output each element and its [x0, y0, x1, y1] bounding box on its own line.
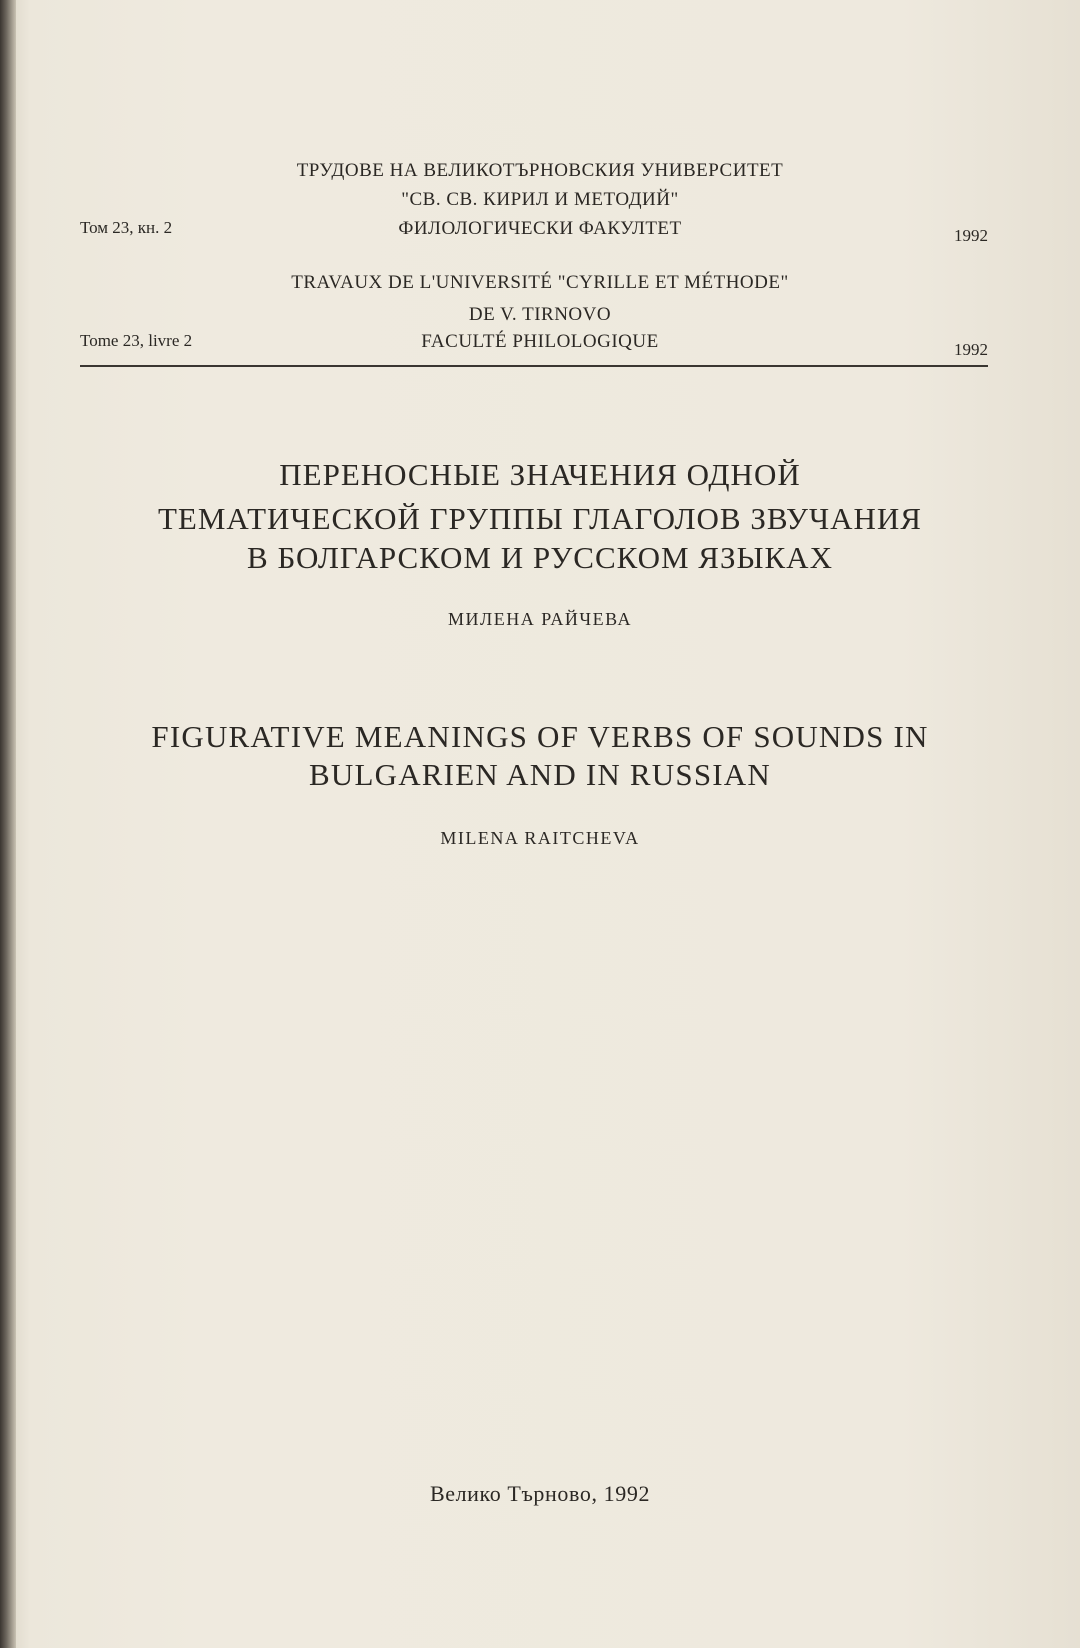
header-bg-year: 1992	[954, 226, 988, 245]
header-divider	[80, 365, 988, 367]
header-fr-university-line1: TRAVAUX DE L'UNIVERSITÉ "CYRILLE ET MÉTHODE"	[291, 272, 789, 293]
article-title-ru-line3: В БОЛГАРСКОМ И РУССКОМ ЯЗЫКАХ	[247, 540, 833, 575]
header-fr-year: 1992	[954, 340, 988, 359]
author-en: MILENA RAITCHEVA	[440, 828, 640, 848]
article-title-en-line1: FIGURATIVE MEANINGS OF VERBS OF SOUNDS IN	[151, 719, 929, 754]
author-ru: МИЛЕНА РАЙЧЕВА	[448, 609, 632, 629]
book-spine-shadow	[0, 0, 16, 1648]
article-title-ru-line1: ПЕРЕНОСНЫЕ ЗНАЧЕНИЯ ОДНОЙ	[279, 457, 801, 492]
header-fr-university-line2: DE V. TIRNOVO	[468, 304, 612, 325]
header-bg-university-line2: "СВ. СВ. КИРИЛ И МЕТОДИЙ"	[401, 189, 679, 210]
article-title-en-line2: BULGARIEN AND IN RUSSIAN	[309, 757, 771, 792]
header-bg-university-line1: ТРУДОВЕ НА ВЕЛИКОТЪРНОВСКИЯ УНИВЕРСИТЕТ	[296, 160, 784, 181]
header-fr-faculty: FACULTÉ PHILOLOGIQUE	[421, 331, 659, 352]
article-title-ru-line2: ТЕМАТИЧЕСКОЙ ГРУППЫ ГЛАГОЛОВ ЗВУЧАНИЯ	[158, 501, 922, 536]
imprint-place-year: Велико Търново, 1992	[429, 1481, 651, 1506]
header-bg-volume: Том 23, кн. 2	[80, 218, 173, 237]
header-bg-faculty: ФИЛОЛОГИЧЕСКИ ФАКУЛТЕТ	[398, 218, 682, 239]
header-fr-volume: Tome 23, livre 2	[80, 331, 193, 350]
